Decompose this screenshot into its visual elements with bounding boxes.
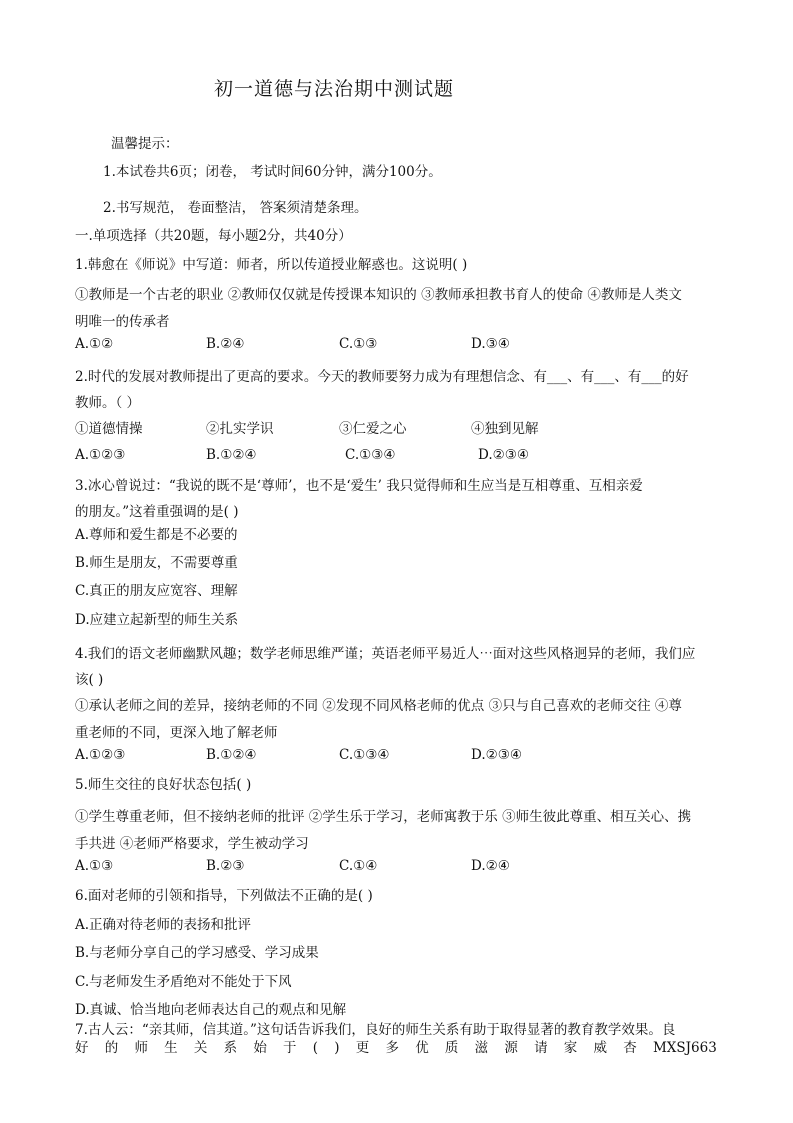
tail-char: 好 [75,1040,89,1056]
choice-b[interactable]: B.与老师分享自己的学习感受、学习成果 [75,945,319,961]
statement: ①道德情操 [75,421,143,437]
statement: ②扎实学识 [206,421,274,437]
section-heading: 一.单项选择（共20题，每小题2分，共40分） [75,228,352,244]
tail-char: 多 [385,1040,399,1056]
tail-char: ( [312,1040,319,1056]
option-d[interactable]: D.③④ [471,336,510,352]
option-d[interactable]: D.②③④ [478,447,529,463]
tail-char: 更 [355,1040,370,1056]
tips-heading: 温馨提示： [111,136,179,152]
question-statements: 重老师的不同，更深入地了解老师 [75,725,278,741]
option-a[interactable]: A.①② [75,336,114,352]
question-statements: ①教师是一个古老的职业 ②教师仅仅就是传授课本知识的 ③教师承担教书育人的使命 ④教师是人类文 [75,287,682,303]
tail-char: 的 [104,1040,119,1056]
page-title: 初一道德与法治期中测试题 [214,78,455,100]
choice-d[interactable]: D.真诚、恰当地向老师表达自己的观点和见解 [75,1002,347,1018]
question-stem: 6.面对老师的引领和指导，下列做法不正确的是( ) [75,888,373,904]
question-stem: 7.古人云：“亲其师，信其道。”这句话告诉我们，良好的师生关系有助于取得显著的教育教学效果。良 [75,1022,676,1038]
choice-b[interactable]: B.师生是朋友，不需要尊重 [75,555,238,571]
tail-char: 源 [504,1040,518,1056]
option-d[interactable]: D.②④ [471,858,510,874]
tail-char: 关 [193,1040,208,1056]
tail-char: 家 [563,1040,578,1056]
question-statements: ①学生尊重老师，但不接纳老师的批评 ②学生乐于学习，老师寓教于乐 ③师生彼此尊重、相互关心、携 [75,809,692,825]
question-stem: 3.冰心曾说过：“我说的既不是‘尊师’，也不是‘爱生’ 我只觉得师和生应当是互相尊重、互相亲爱 [75,478,643,494]
tail-char: 质 [444,1040,459,1056]
option-b[interactable]: B.②④ [206,336,245,352]
question-stem: 的朋友。”这着重强调的是( ) [75,504,239,520]
tail-char: 威 [593,1040,607,1056]
choice-c[interactable]: C.与老师发生矛盾绝对不能处于下风 [75,974,292,990]
tip-line: 2.书写规范， 卷面整洁， 答案须清楚条理。 [103,200,368,216]
question-stem: 1.韩愈在《师说》中写道：师者，所以传道授业解惑也。这说明( ) [75,257,468,273]
option-d[interactable]: D.②③④ [471,747,522,763]
question-stem: 教师。（ ） [75,395,141,411]
question-stem: 2.时代的发展对教师提出了更高的要求。今天的教师要努力成为有理想信念、有___、有___、有___的好 [75,369,689,385]
option-b[interactable]: B.①②④ [206,447,257,463]
tail-char: 杏 [623,1040,637,1056]
tail-char: 生 [164,1040,178,1056]
tail-code: MXSJ663 [652,1040,717,1056]
statement: ③仁爱之心 [339,421,407,437]
option-c[interactable]: C.①③ [339,336,378,352]
tip-line: 1.本试卷共6页；闭卷， 考试时间60分钟，满分100分。 [103,164,442,180]
tail-char: 始 [253,1040,267,1056]
option-c[interactable]: C.①③④ [345,447,396,463]
question-stem: 5.师生交往的良好状态包括( ) [75,777,252,793]
choice-c[interactable]: C.真正的朋友应宽容、理解 [75,583,238,599]
question-stem: 4.我们的语文老师幽默风趣；数学老师思维严谨；英语老师平易近人⋯面对这些风格迥异的老师，我们应 [75,646,696,662]
tail-char: 滋 [474,1040,489,1056]
tail-char: 师 [134,1040,148,1056]
choice-a[interactable]: A.正确对待老师的表扬和批评 [75,917,252,933]
question-statements: 明唯一的传承者 [75,314,170,330]
tail-char: ) [334,1040,340,1056]
choice-d[interactable]: D.应建立起新型的师生关系 [75,612,239,628]
option-a[interactable]: A.①②③ [75,747,126,763]
option-c[interactable]: C.①④ [339,858,378,874]
statement: ④独到见解 [471,421,539,437]
question-stem: 该( ) [75,672,104,688]
question-tail-line [75,1039,717,1057]
option-b[interactable]: B.②③ [206,858,245,874]
option-c[interactable]: C.①③④ [339,747,390,763]
question-statements: 手共进 ④老师严格要求，学生被动学习 [75,836,309,852]
question-statements: ①承认老师之间的差异，接纳老师的不同 ②发现不同风格老师的优点 ③只与自己喜欢的老师交往 ④尊 [75,698,682,714]
option-a[interactable]: A.①③ [75,858,114,874]
tail-char: 系 [223,1040,238,1056]
option-a[interactable]: A.①②③ [75,447,126,463]
tail-char: 请 [534,1040,548,1056]
tail-char: 于 [283,1040,297,1056]
tail-char: 优 [415,1040,429,1056]
option-b[interactable]: B.①②④ [206,747,257,763]
choice-a[interactable]: A.尊师和爱生都是不必要的 [75,527,238,543]
